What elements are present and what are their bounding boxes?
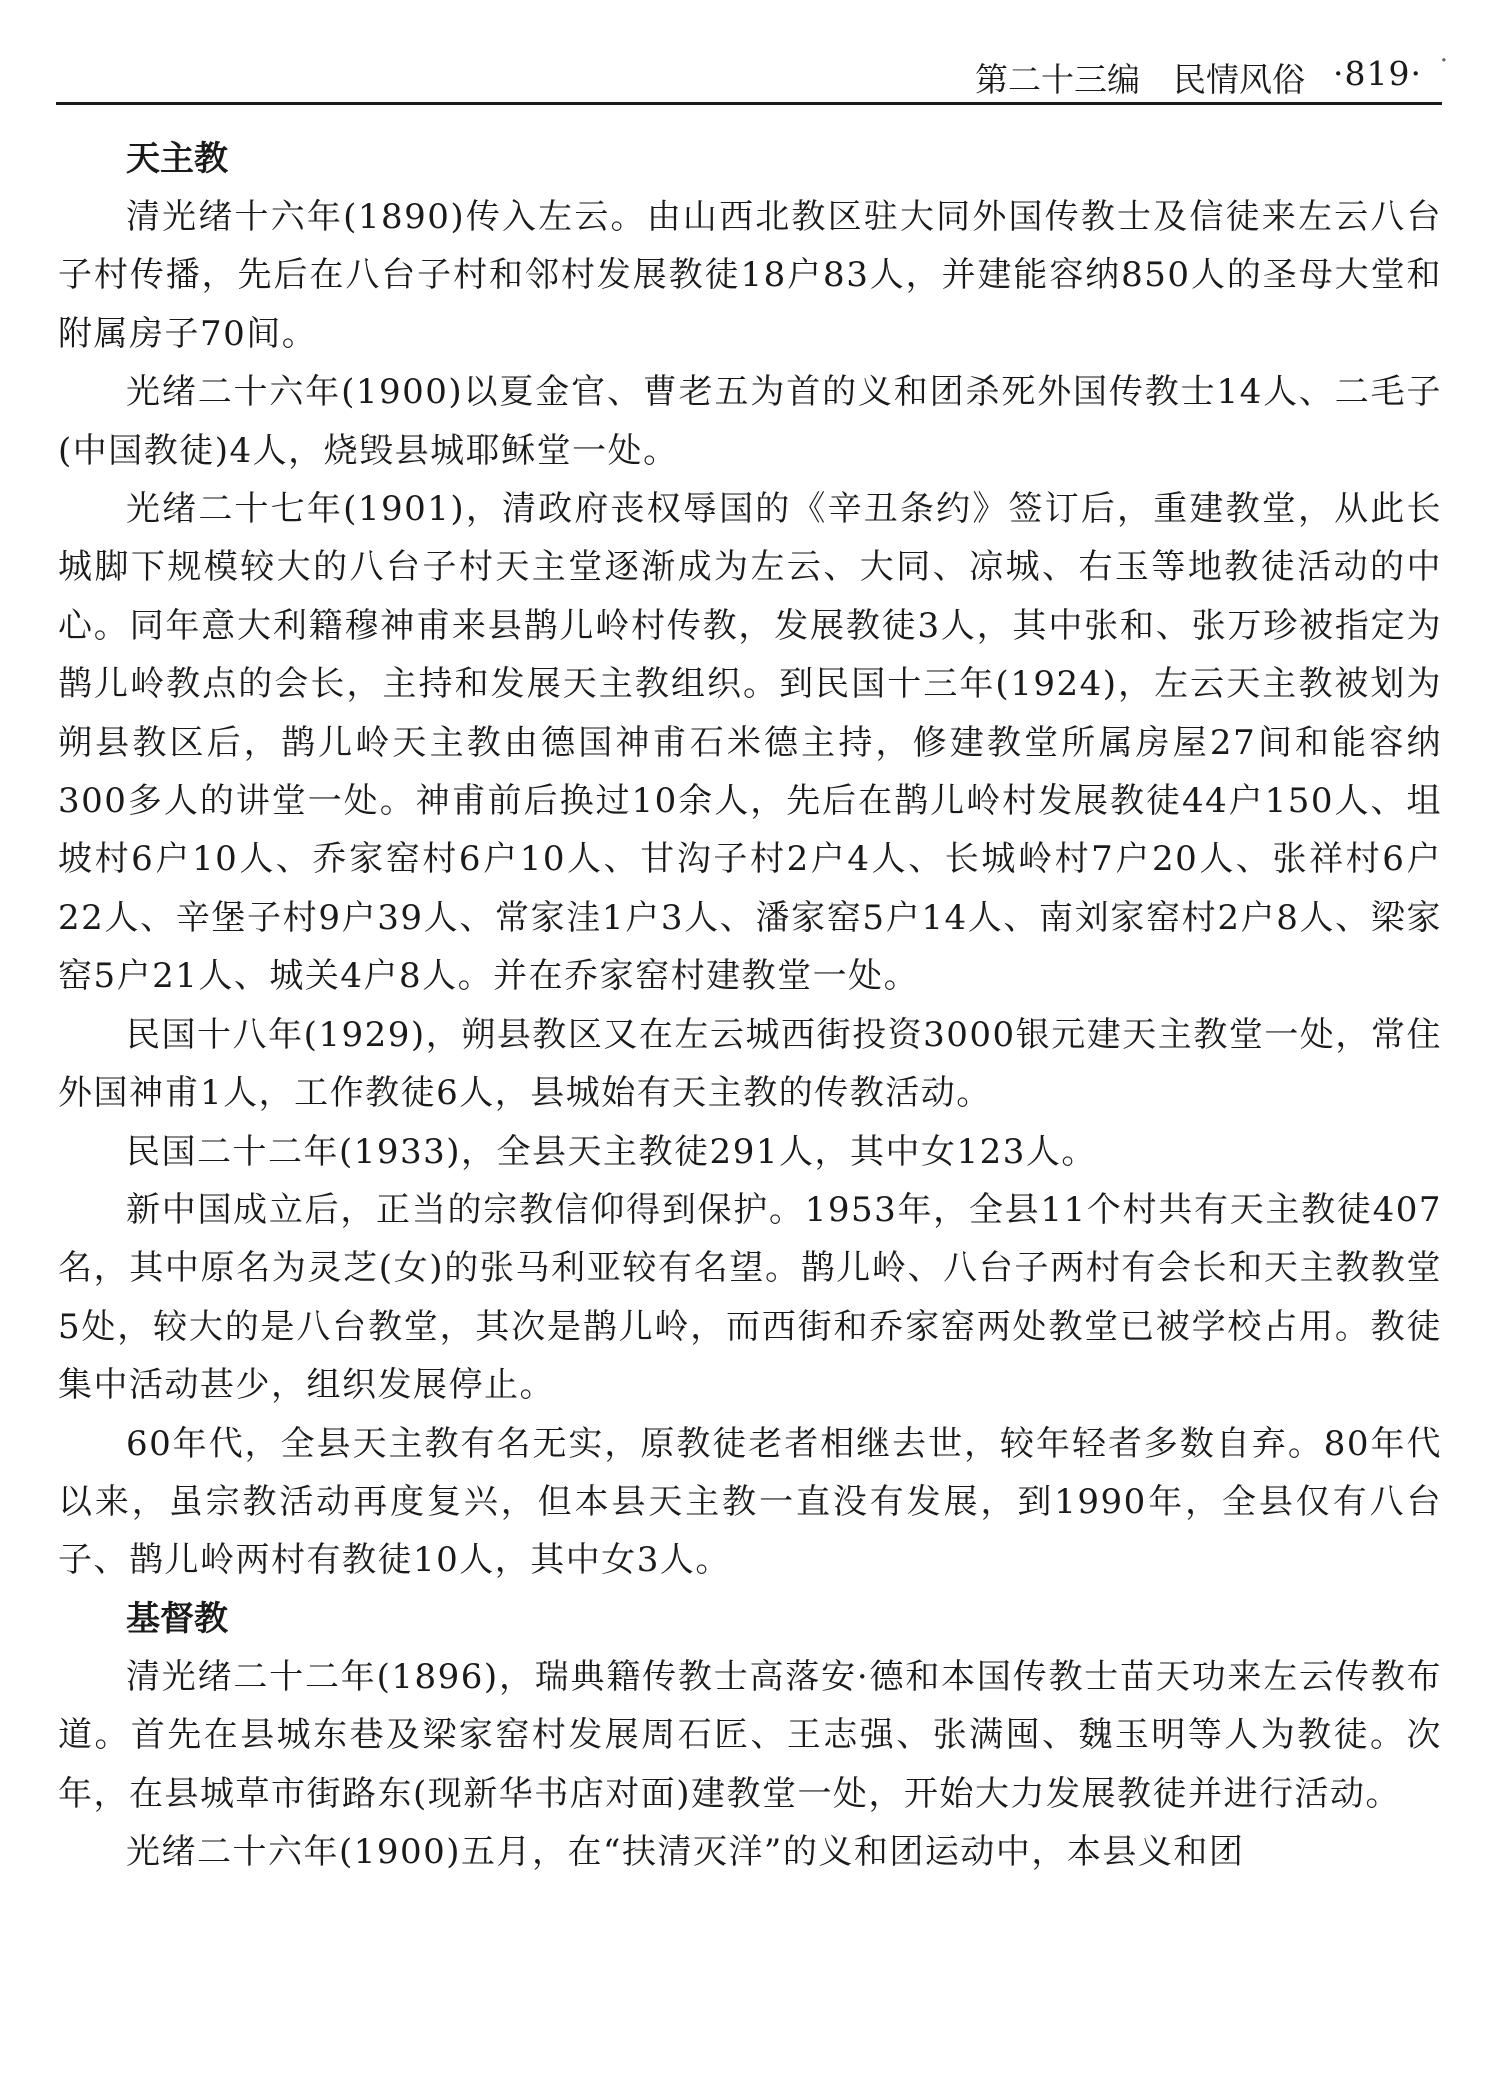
paragraph: 光绪二十六年(1900)以夏金官、曹老五为首的义和团杀死外国传教士14人、二毛子(中国教徒)4人，烧毁县城耶稣堂一处。: [58, 372, 1442, 471]
running-header: [56, 40, 1448, 105]
page-number: ·819·: [1333, 54, 1422, 93]
section-heading-christianity: 基督教: [126, 1598, 228, 1639]
chapter-title: 第二十三编 民情风俗: [975, 60, 1306, 99]
paragraph: 民国十八年(1929)，朔县教区又在左云城西街投资3000银元建天主教堂一处，常住外国神甫1人，工作教徒6人，县城始有天主教的传教活动。: [58, 1014, 1442, 1114]
paragraph: 60年代，全县天主教有名无实，原教徒老者相继去世，较年轻者多数自弃。80年代以来，虽宗教活动再度复兴，但本县天主教一直没有发展，到1990年，全县仅有八台子、鹊儿岭两村有教徒10人，其中女3人。: [58, 1423, 1442, 1581]
paragraph: 光绪二十七年(1901)，清政府丧权辱国的《辛丑条约》签订后，重建教堂，从此长城脚下规模较大的八台子村天主堂逐渐成为左云、大同、凉城、右玉等地教徒活动的中心。同年意大利籍穆神甫来县鹊儿岭村传教，发展教徒3人，其中张和、张万珍被指定为鹊儿岭教点的会长，主持和发展天主教组织。到民国十三年(1924)，左云天主教被划为朔县教区后，鹊儿岭天主教由德国神甫石米德主持，修建教堂所属房屋27间和能容纳300多人的讲堂一处。神甫前后换过10余人，先后在鹊儿岭村发展教徒44户150人、坥坡村6户10人、乔家窑村6户10人、甘沟子村2户4人、长城岭村7户20人、张祥村6户22人、辛堡子村9户39人、常家洼1户3人、潘家窑5户14人、南刘家窑村2户8人、梁家窑5户21人、城关4户8人。并在乔家窑村建教堂一处。: [58, 489, 1442, 997]
header-text: [975, 54, 1422, 101]
section-heading-catholicism: 天主教: [126, 139, 228, 179]
paragraph: 光绪二十六年(1900)五月，在“扶清灭洋”的义和团运动中，本县义和团: [126, 1831, 1245, 1872]
header-mark: ·: [1439, 46, 1448, 76]
page-body: [58, 130, 1442, 1881]
paragraph: 清光绪二十二年(1896)，瑞典籍传教士高落安·德和本国传教士苗天功来左云传教布道。首先在县城东巷及梁家窑村发展周石匠、王志强、张满囤、魏玉明等人为教徒。次年，在县城草市街路东(现新华书店对面)建教堂一处，开始大力发展教徒并进行活动。: [58, 1656, 1442, 1814]
paragraph: 清光绪十六年(1890)传入左云。由山西北教区驻大同外国传教士及信徒来左云八台子村传播，先后在八台子村和邻村发展教徒18户83人，并建能容纳850人的圣母大堂和附属房子70间。: [58, 197, 1442, 354]
paragraph: 民国二十二年(1933)，全县天主教徒291人，其中女123人。: [126, 1131, 1097, 1172]
paragraph: 新中国成立后，正当的宗教信仰得到保护。1953年，全县11个村共有天主教徒407名，其中原名为灵芝(女)的张马利亚较有名望。鹊儿岭、八台子两村有会长和天主教教堂5处，较大的是八台教堂，其次是鹊儿岭，而西街和乔家窑两处教堂已被学校占用。教徒集中活动甚少，组织发展停止。: [58, 1189, 1442, 1406]
